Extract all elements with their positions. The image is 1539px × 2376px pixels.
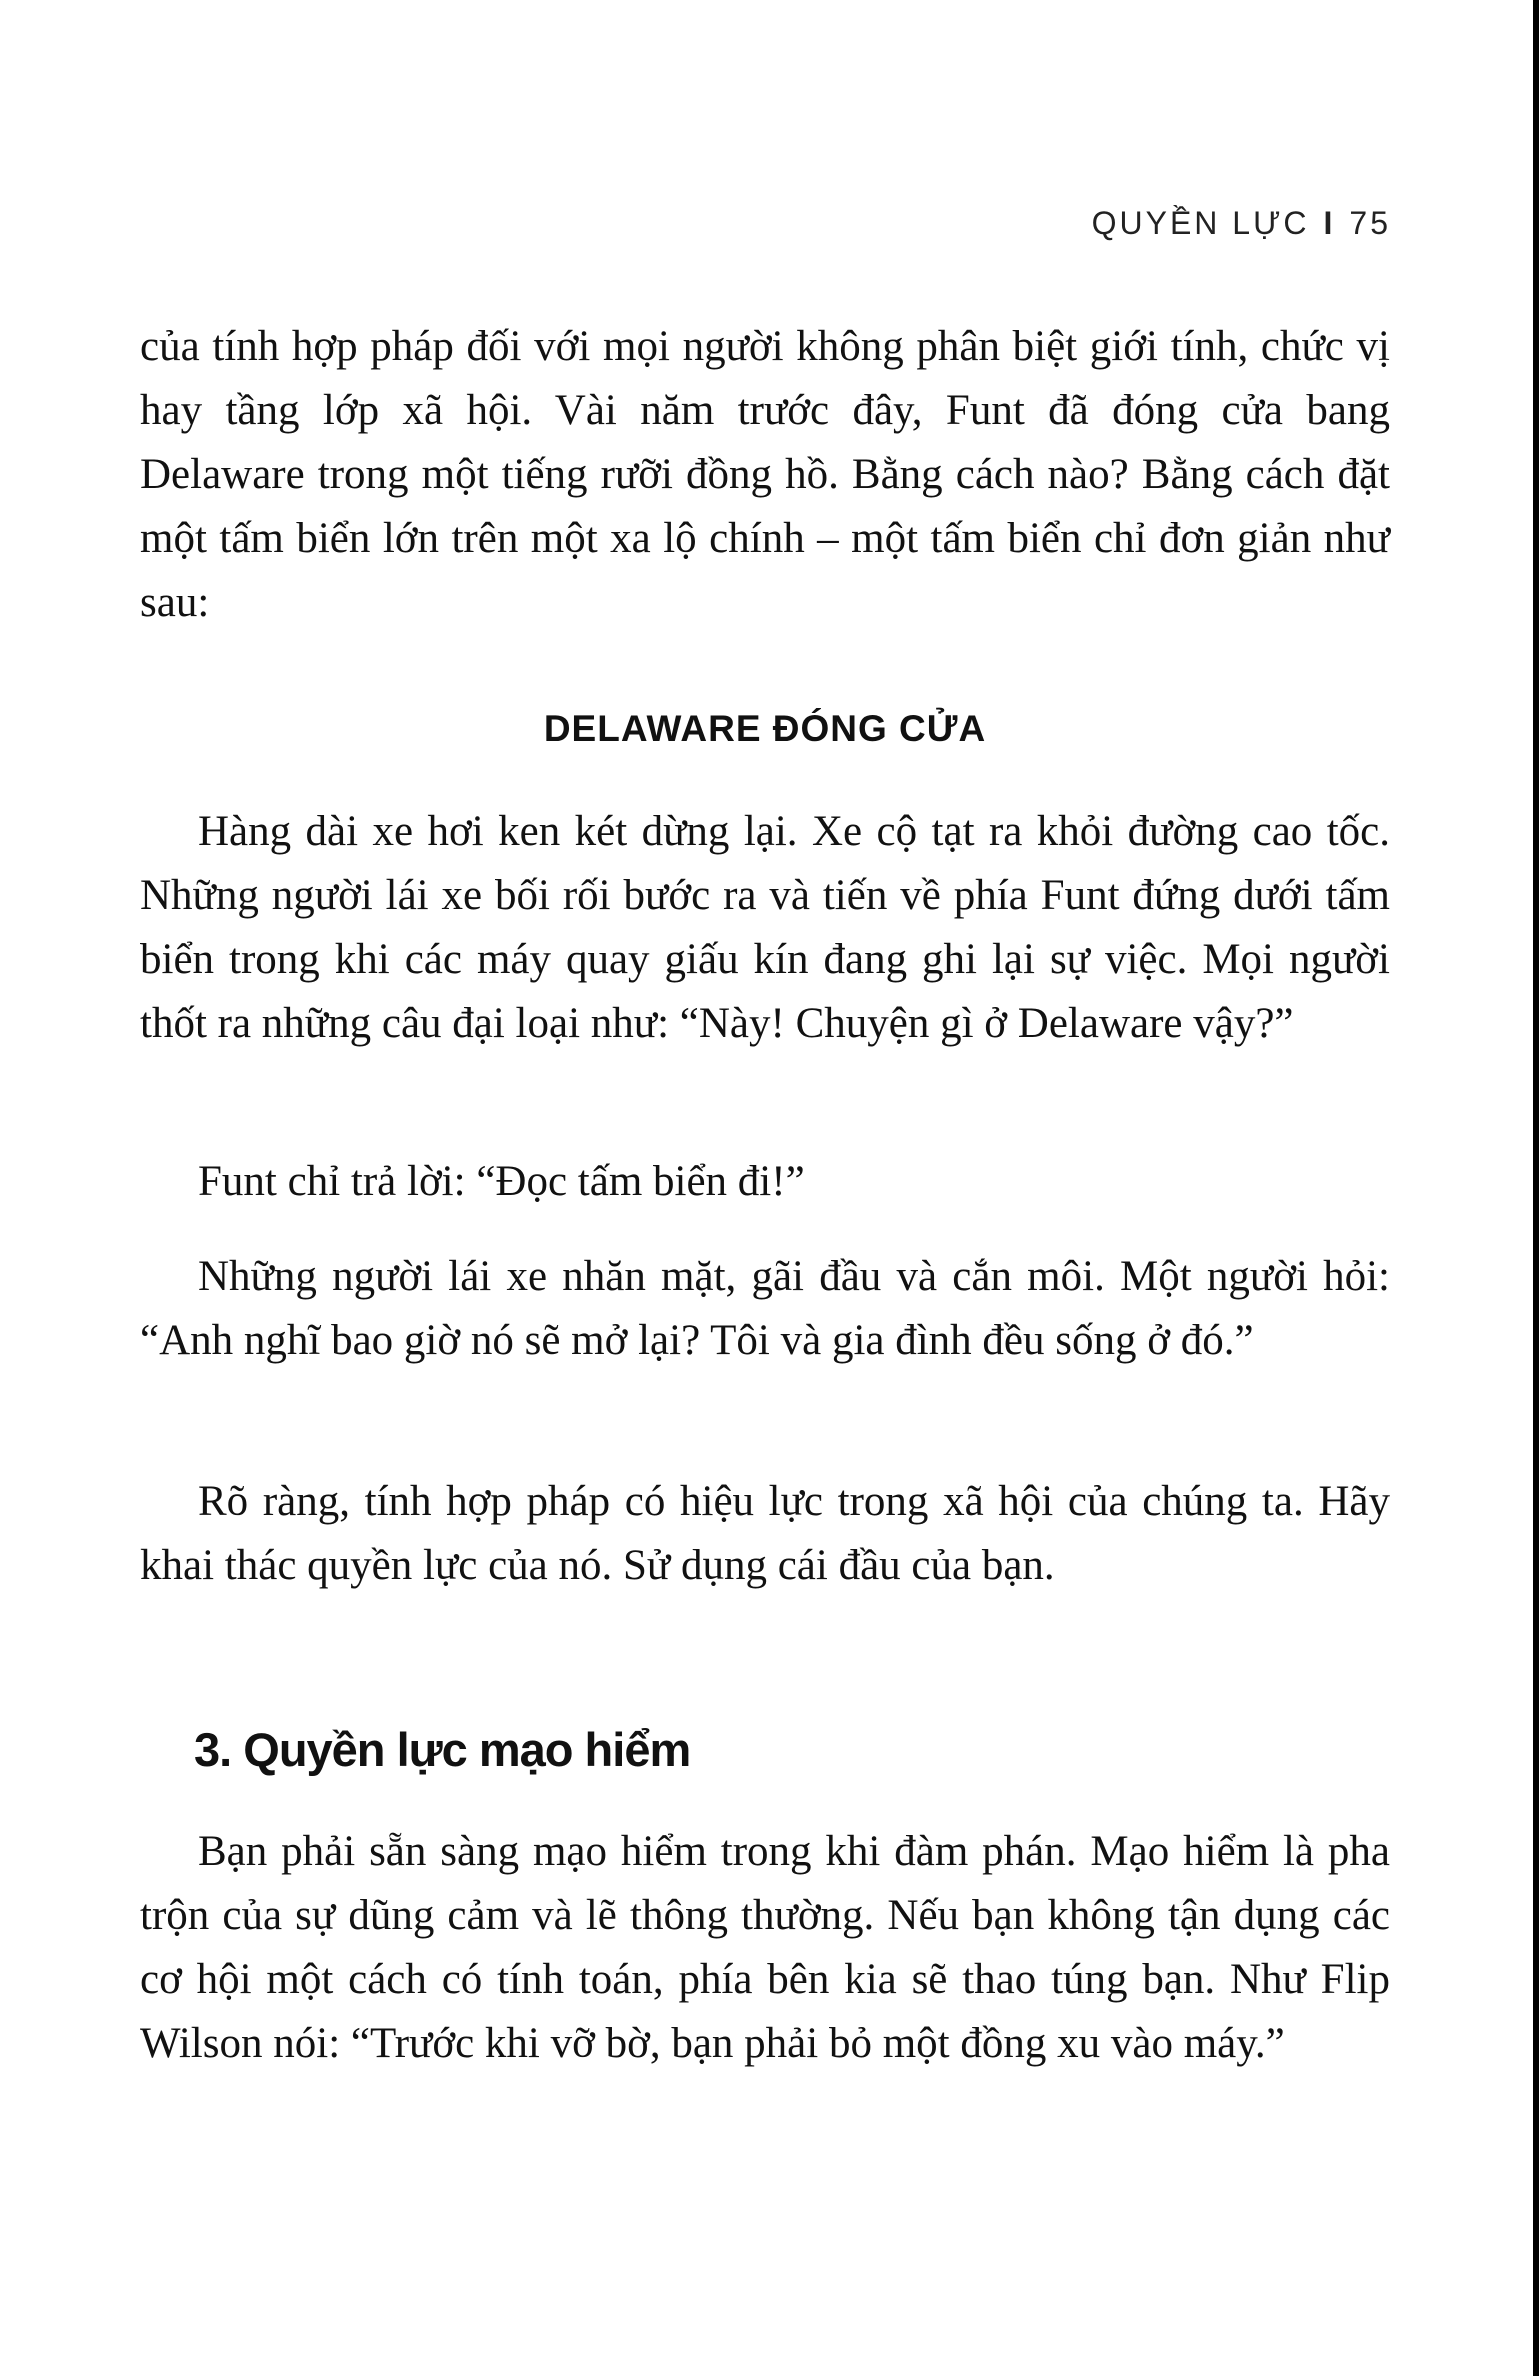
paragraph-risk: Bạn phải sẵn sàng mạo hiểm trong khi đàm phán. Mạo hiểm là pha trộn của sự dũng cảm và lẽ thông thường. Nếu bạn không tận dụng các cơ hội một cách có tính toán, phía bên kia sẽ thao túng bạn. Như Flip Wilson nói: “Trước khi vỡ bờ, bạn phải bỏ một đồng xu vào máy.” (140, 1828, 1390, 2067)
page-number: 75 (1349, 205, 1391, 241)
paragraph-legitimacy: Rõ ràng, tính hợp pháp có hiệu lực trong xã hội của chúng ta. Hãy khai thác quyền lực của nó. Sử dụng cái đầu của bạn. (140, 1478, 1390, 1589)
scan-edge (1533, 0, 1539, 2376)
section-heading: 3. Quyền lực mạo hiểm (194, 1723, 691, 1776)
paragraph-funt-reply: Funt chỉ trả lời: “Đọc tấm biển đi!” (198, 1158, 805, 1205)
paragraph-drivers-react: Những người lái xe nhăn mặt, gãi đầu và cắn môi. Một người hỏi: “Anh nghĩ bao giờ nó sẽ mở lại? Tôi và gia đình đều sống ở đó.” (140, 1253, 1390, 1364)
running-head (1092, 205, 1391, 242)
running-head-separator: I (1323, 205, 1336, 241)
paragraph-cars-stop: Hàng dài xe hơi ken két dừng lại. Xe cộ tạt ra khỏi đường cao tốc. Những người lái xe bối rối bước ra và tiến về phía Funt đứng dưới tấm biển trong khi các máy quay giấu kín đang ghi lại sự việc. Mọi người thốt ra những câu đại loại như: “Này! Chuyện gì ở Delaware vậy?” (140, 808, 1390, 1047)
paragraph-continued: của tính hợp pháp đối với mọi người không phân biệt giới tính, chức vị hay tầng lớp xã hội. Vài năm trước đây, Funt đã đóng cửa bang Delaware trong một tiếng rưỡi đồng hồ. Bằng cách nào? Bằng cách đặt một tấm biển lớn trên một xa lộ chính – một tấm biển chỉ đơn giản như sau: (140, 323, 1390, 626)
running-head-title: QUYỀN LỰC (1091, 205, 1310, 241)
sign-text: DELAWARE ĐÓNG CỬA (543, 708, 987, 749)
